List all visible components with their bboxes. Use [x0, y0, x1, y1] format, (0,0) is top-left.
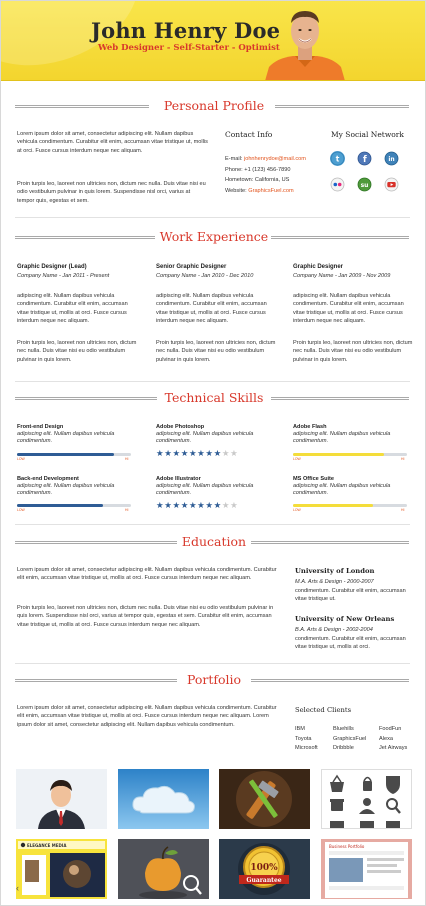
education-para-2: Proin turpis leo, laoreet non ultricies non, dictum nec nulla. Duis vitae nisi eu odio vestibulum pulvinar in quis lorem. Suspendisse nisl orci, varius at tempor quis, egestas et sem. Curabitur elit enim, accumsan vitae tristique ut, mollis at orci. Fusce cursus interdum neque nec aliquam.: [17, 605, 274, 628]
school-desc: condimentum. Curabitur elit enim, accumsan vitae tristique ut.: [295, 588, 406, 603]
skill-name: Adobe Illustrator: [156, 476, 201, 482]
portfolio-thumb-elegance-media[interactable]: [16, 839, 107, 899]
job-title: Senior Graphic Designer: [156, 264, 227, 270]
bar-high-label: HI: [125, 508, 129, 512]
clients-col-2: [333, 725, 379, 754]
section-work-experience: [1, 230, 426, 246]
client-name: GraphicsFuel: [333, 735, 367, 742]
resume-tagline: Web Designer - Self-Starter - Optimist: [98, 43, 280, 53]
twitter-icon[interactable]: [330, 151, 345, 166]
job-para-1: adipiscing elit. Nullam dapibus vehicula condimentum. Curabitur elit enim, accumsan vitae tristique ut, mollis at orci. Fusce cursus interdum neque nec aliquam.: [293, 293, 404, 325]
skill-name: Adobe Photoshop: [156, 424, 205, 430]
section-personal-profile: [1, 99, 426, 115]
flickr-icon[interactable]: [330, 177, 345, 192]
email-link[interactable]: johnhenrydoe@mail.com: [243, 156, 306, 162]
skill-star-rating: [156, 501, 238, 510]
job-para-2: Proin turpis leo, laoreet non ultricies non, dictum nec nulla. Duis vitae nisi eu odio vestibulum pulvinar in quis lorem.: [17, 340, 137, 363]
star-icon: ★: [197, 500, 206, 510]
star-icon: ★: [230, 448, 239, 458]
badge-percent: 100%: [250, 863, 278, 873]
bar-low-label: LOW: [17, 457, 25, 461]
job-para-1: adipiscing elit. Nullam dapibus vehicula condimentum. Curabitur elit enim, accumsan vitae tristique ut, mollis at orci. Fusce cursus interdum neque nec aliquam.: [17, 293, 128, 325]
star-icon: ★: [205, 448, 214, 458]
portfolio-thumb-icons[interactable]: [321, 769, 412, 829]
client-name: Jet Airways: [379, 745, 408, 751]
skill-desc: adipiscing elit. Nullam dapibus vehicula condimentum.: [293, 483, 391, 496]
star-icon: ★: [188, 500, 198, 510]
profile-para-1: Lorem ipsum dolor sit amet, consectetur adipiscing elit. Nullam dapibus vehicula condimentum. Curabitur elit enim, accumsan vitae tristique ut, mollis at orci. Fusce cursus interdum neque nec aliquam.: [17, 131, 208, 154]
client-name: Dribbble: [333, 745, 354, 751]
website-link[interactable]: GraphicsFuel.com: [248, 187, 294, 194]
portfolio-thumb-guarantee[interactable]: [219, 839, 310, 899]
client-name: Alexa: [379, 735, 393, 742]
star-icon: ★: [213, 500, 222, 510]
client-name: Bluehills: [333, 726, 354, 732]
contact-info-title: Contact Info: [225, 130, 273, 139]
site-title-text: Business Portfolio: [329, 844, 365, 849]
skill-name: Adobe Flash: [293, 424, 327, 430]
prev-arrow-icon[interactable]: ‹: [16, 883, 19, 893]
contact-list: [225, 154, 325, 196]
job-meta: Company Name - Jan 2011 - Present: [17, 273, 110, 279]
clients-title: Selected Clients: [295, 706, 352, 714]
star-icon: ★: [205, 500, 214, 510]
bar-high-label: HI: [125, 457, 129, 461]
skill-bar: [293, 504, 407, 507]
portfolio-para: Lorem ipsum dolor sit amet, consectetur adipiscing elit. Nullam dapibus vehicula condimentum. Curabitur elit enim, accumsan vitae tristique ut, mollis at orci. Fusce cursus interdum neque nec aliquam. Lorem ipsum dolor sit amet, consectetur adipiscing elit. Nullam dapibus vehicula condimentum.: [17, 705, 277, 728]
skill-bar-fill: [17, 504, 103, 507]
star-icon: ★: [156, 500, 165, 510]
star-icon: ★: [180, 500, 189, 510]
badge-text: Guarantee: [246, 877, 282, 884]
bar-high-label: HI: [401, 508, 405, 512]
section-title: Education: [181, 534, 247, 549]
job-title: Graphic Designer: [293, 264, 344, 270]
job-meta: Company Name - Jan 2009 - Nov 2009: [293, 273, 391, 279]
skill-name: MS Office Suite: [293, 476, 335, 482]
skill-bar: [293, 453, 407, 456]
star-icon: ★: [221, 448, 231, 458]
star-icon: ★: [188, 448, 198, 458]
star-icon: ★: [164, 500, 173, 510]
portfolio-thumb-tools[interactable]: [219, 769, 310, 829]
job-title: Graphic Designer (Lead): [17, 264, 87, 270]
contact-website: Website: GraphicsFuel.com: [225, 187, 294, 194]
skill-name: Front-end Design: [17, 424, 64, 430]
school-name: University of New Orleans: [295, 615, 395, 623]
skill-desc: adipiscing elit. Nullam dapibus vehicula condimentum.: [156, 483, 254, 496]
star-icon: ★: [221, 500, 231, 510]
section-portfolio: [1, 673, 426, 689]
education-para-1: Lorem ipsum dolor sit amet, consectetur adipiscing elit. Nullam dapibus vehicula condimentum. Curabitur elit enim, accumsan vitae tristique ut, mollis at orci. Fusce cursus interdum neque nec aliquam.: [17, 567, 277, 582]
skill-desc: adipiscing elit. Nullam dapibus vehicula condimentum.: [17, 431, 115, 444]
star-icon: ★: [172, 500, 181, 510]
star-icon: ★: [164, 448, 173, 458]
school-meta: B.A. Arts & Design - 2002-2004: [295, 627, 373, 633]
svg-text:f: f: [362, 155, 367, 165]
skill-bar: [17, 504, 131, 507]
job-para-2: Proin turpis leo, laoreet non ultricies non, dictum nec nulla. Duis vitae nisi eu odio vestibulum pulvinar in quis lorem.: [293, 340, 413, 363]
divider: [15, 524, 410, 525]
skill-bar: [17, 453, 131, 456]
skill-bar-fill: [293, 504, 373, 507]
facebook-icon[interactable]: [357, 151, 372, 166]
star-icon: ★: [197, 448, 206, 458]
skill-star-rating: [156, 449, 238, 458]
profile-para-2: Proin turpis leo, laoreet non ultricies non, dictum nec nulla. Duis vitae nisi eu odio vestibulum pulvinar in quis lorem. Suspendisse nisl orci, varius at tempor quis, egestas et sem.: [17, 181, 206, 204]
clients-col-3: [379, 725, 423, 754]
skill-desc: adipiscing elit. Nullam dapibus vehicula condimentum.: [17, 483, 115, 496]
section-title: Work Experience: [159, 229, 269, 244]
portfolio-thumb-website[interactable]: [321, 839, 412, 899]
school-meta: M.A. Arts & Design - 2000-2007: [295, 579, 374, 585]
skill-desc: adipiscing elit. Nullam dapibus vehicula condimentum.: [156, 431, 254, 444]
contact-email: E-mail: johnhenrydoe@mail.com: [225, 156, 306, 162]
client-name: IBM: [295, 726, 305, 732]
stumbleupon-icon[interactable]: [357, 177, 372, 192]
bar-low-label: LOW: [293, 457, 301, 461]
skill-desc: adipiscing elit. Nullam dapibus vehicula condimentum.: [293, 431, 391, 444]
divider: [15, 663, 410, 664]
section-title: Personal Profile: [163, 98, 265, 113]
portfolio-thumb-apple[interactable]: [118, 839, 209, 899]
section-technical-skills: [1, 391, 426, 407]
thumb-brand-text: ELEGANCE MEDIA: [27, 843, 67, 848]
linkedin-icon[interactable]: [384, 151, 399, 166]
section-title: Technical Skills: [164, 390, 264, 405]
divider: [15, 217, 410, 218]
job-para-2: Proin turpis leo, laoreet non ultricies non, dictum nec nulla. Duis vitae nisi eu odio vestibulum pulvinar in quis lorem.: [156, 340, 276, 363]
header-banner: [1, 1, 426, 81]
section-title: Portfolio: [186, 672, 242, 687]
svg-text:t: t: [335, 154, 340, 164]
skill-name: Back-end Development: [17, 476, 79, 482]
resume-name: John Henry Doe: [91, 18, 281, 43]
client-name: Toyota: [295, 735, 312, 742]
client-name: Microsoft: [295, 745, 318, 751]
star-icon: ★: [156, 448, 165, 458]
youtube-icon[interactable]: [384, 177, 399, 192]
profile-photo: [265, 1, 345, 81]
bar-low-label: LOW: [17, 508, 25, 512]
svg-text:in: in: [388, 156, 395, 163]
social-network-title: My Social Network: [331, 130, 404, 139]
skill-bar-fill: [17, 453, 114, 456]
job-meta: Company Name - Jan 2010 - Dec 2010: [156, 273, 254, 279]
star-icon: ★: [172, 448, 181, 458]
portfolio-thumb-businessman[interactable]: [16, 769, 107, 829]
star-icon: ★: [180, 448, 189, 458]
portfolio-thumb-cloud[interactable]: [118, 769, 209, 829]
divider: [15, 381, 410, 382]
skill-bar-fill: [293, 453, 384, 456]
star-icon: ★: [213, 448, 222, 458]
client-name: FoodFun: [379, 726, 402, 732]
school-name: University of London: [295, 567, 375, 575]
school-desc: condimentum. Curabitur elit enim, accumsan vitae tristique ut, mollis at orci.: [295, 636, 406, 651]
section-education: [1, 535, 426, 551]
contact-hometown: Hometown: California, US: [225, 177, 290, 183]
bar-high-label: HI: [401, 457, 405, 461]
svg-text:su: su: [360, 182, 369, 189]
contact-phone: Phone: +1 (123) 456-7890: [225, 166, 291, 173]
job-para-1: adipiscing elit. Nullam dapibus vehicula condimentum. Curabitur elit enim, accumsan vitae tristique ut, mollis at orci. Fusce cursus interdum neque nec aliquam.: [156, 293, 267, 325]
bar-low-label: LOW: [293, 508, 301, 512]
star-icon: ★: [230, 500, 239, 510]
